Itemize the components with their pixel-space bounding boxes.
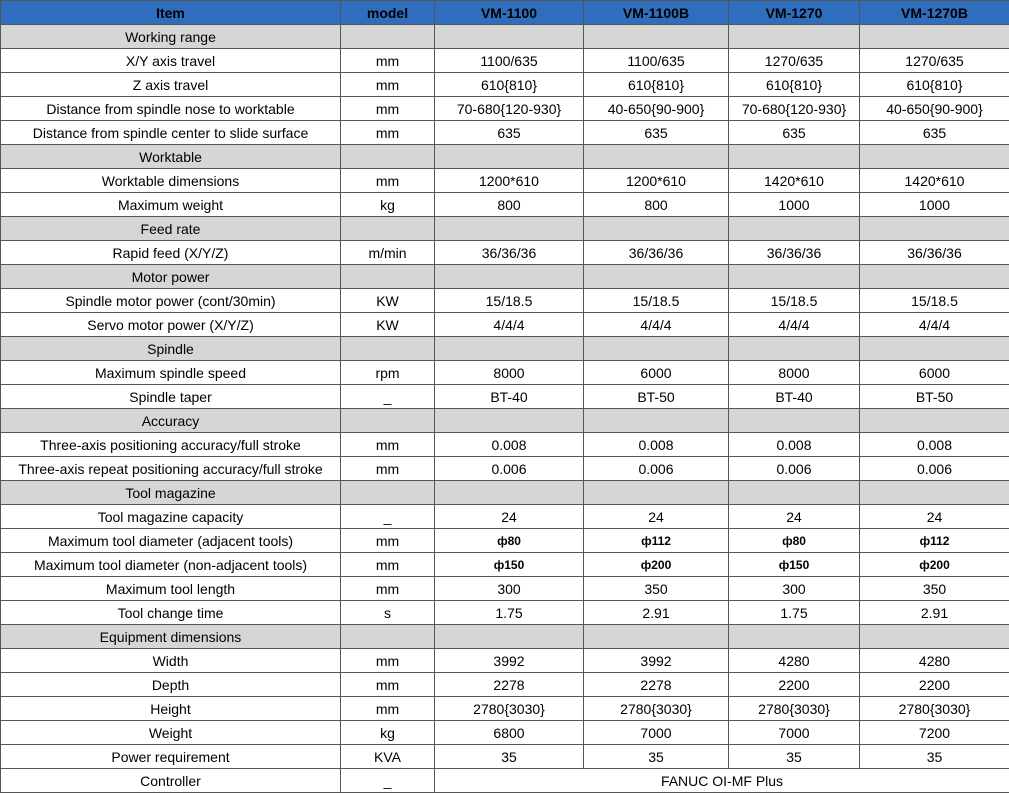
value-cell: 24	[584, 505, 729, 529]
value-cell: 8000	[435, 361, 584, 385]
value-cell: 350	[584, 577, 729, 601]
item-cell: Depth	[1, 673, 341, 697]
value-cell: 0.008	[729, 433, 860, 457]
value-cell: BT-50	[860, 385, 1009, 409]
item-cell: Distance from spindle center to slide surface	[1, 121, 341, 145]
value-cell: 0.006	[435, 457, 584, 481]
unit-cell: KVA	[341, 745, 435, 769]
value-cell: 300	[729, 577, 860, 601]
value-cell: 2278	[435, 673, 584, 697]
value-cell: 300	[435, 577, 584, 601]
empty-cell	[341, 145, 435, 169]
table-row	[1, 361, 1009, 385]
table-row	[1, 49, 1009, 73]
value-cell: 4/4/4	[729, 313, 860, 337]
empty-cell	[435, 625, 584, 649]
value-cell: 24	[435, 505, 584, 529]
item-cell: Z axis travel	[1, 73, 341, 97]
unit-cell: m/min	[341, 241, 435, 265]
value-cell: BT-50	[584, 385, 729, 409]
empty-cell	[729, 25, 860, 49]
item-cell: Rapid feed (X/Y/Z)	[1, 241, 341, 265]
value-cell: ф150	[435, 553, 584, 577]
value-cell: 3992	[435, 649, 584, 673]
table-body	[1, 25, 1009, 793]
value-cell: 4/4/4	[860, 313, 1009, 337]
table-row	[1, 529, 1009, 553]
table-row	[1, 505, 1009, 529]
unit-cell: _	[341, 505, 435, 529]
empty-cell	[341, 265, 435, 289]
unit-cell: kg	[341, 721, 435, 745]
section-label: Worktable	[1, 145, 341, 169]
value-cell: 2780{3030}	[729, 697, 860, 721]
header-row	[1, 1, 1009, 25]
unit-cell: mm	[341, 49, 435, 73]
unit-cell: kg	[341, 193, 435, 217]
table-row	[1, 457, 1009, 481]
empty-cell	[435, 265, 584, 289]
value-cell: ф150	[729, 553, 860, 577]
value-cell: 1000	[729, 193, 860, 217]
empty-cell	[729, 265, 860, 289]
unit-cell: mm	[341, 673, 435, 697]
value-cell: 70-680{120-930}	[435, 97, 584, 121]
item-cell: Spindle taper	[1, 385, 341, 409]
item-cell: Tool magazine capacity	[1, 505, 341, 529]
value-cell: BT-40	[729, 385, 860, 409]
empty-cell	[860, 625, 1009, 649]
value-cell: 6800	[435, 721, 584, 745]
value-cell: 635	[729, 121, 860, 145]
value-cell: 40-650{90-900}	[860, 97, 1009, 121]
header-model: model	[341, 1, 435, 25]
value-cell: ф80	[729, 529, 860, 553]
empty-cell	[860, 145, 1009, 169]
value-cell: 15/18.5	[860, 289, 1009, 313]
unit-cell: mm	[341, 433, 435, 457]
header-vm-1100b: VM-1100B	[584, 1, 729, 25]
value-cell: BT-40	[435, 385, 584, 409]
value-cell: 15/18.5	[435, 289, 584, 313]
value-cell: ф80	[435, 529, 584, 553]
item-cell: Maximum spindle speed	[1, 361, 341, 385]
value-cell: 1270/635	[729, 49, 860, 73]
value-cell: 1200*610	[435, 169, 584, 193]
item-cell: Distance from spindle nose to worktable	[1, 97, 341, 121]
unit-cell: _	[341, 385, 435, 409]
unit-cell: mm	[341, 553, 435, 577]
value-cell: 0.008	[860, 433, 1009, 457]
value-cell: 2780{3030}	[435, 697, 584, 721]
value-cell: 35	[435, 745, 584, 769]
value-cell: 7000	[729, 721, 860, 745]
value-cell: 635	[584, 121, 729, 145]
section-label: Working range	[1, 25, 341, 49]
value-cell: 610{810}	[860, 73, 1009, 97]
item-cell: Worktable dimensions	[1, 169, 341, 193]
empty-cell	[860, 265, 1009, 289]
empty-cell	[584, 337, 729, 361]
section-row	[1, 337, 1009, 361]
empty-cell	[860, 217, 1009, 241]
value-cell: 7200	[860, 721, 1009, 745]
value-cell: 0.006	[584, 457, 729, 481]
section-row	[1, 217, 1009, 241]
unit-cell: mm	[341, 121, 435, 145]
value-cell: 35	[584, 745, 729, 769]
section-label: Feed rate	[1, 217, 341, 241]
empty-cell	[435, 409, 584, 433]
value-cell: 2.91	[584, 601, 729, 625]
header-vm-1270b: VM-1270B	[860, 1, 1009, 25]
unit-cell: KW	[341, 313, 435, 337]
empty-cell	[584, 217, 729, 241]
value-cell: 2.91	[860, 601, 1009, 625]
item-cell: Power requirement	[1, 745, 341, 769]
section-row	[1, 25, 1009, 49]
value-cell: 800	[435, 193, 584, 217]
value-cell: ф112	[860, 529, 1009, 553]
table-row	[1, 313, 1009, 337]
empty-cell	[584, 625, 729, 649]
item-cell: Tool change time	[1, 601, 341, 625]
empty-cell	[860, 337, 1009, 361]
value-cell: 36/36/36	[584, 241, 729, 265]
table-header	[1, 1, 1009, 25]
value-cell: 4/4/4	[435, 313, 584, 337]
value-cell: 15/18.5	[729, 289, 860, 313]
value-cell: 35	[729, 745, 860, 769]
table-row	[1, 385, 1009, 409]
table-row	[1, 697, 1009, 721]
value-cell: 0.008	[584, 433, 729, 457]
empty-cell	[729, 145, 860, 169]
value-cell: 70-680{120-930}	[729, 97, 860, 121]
value-cell: 1420*610	[729, 169, 860, 193]
value-cell: 4280	[729, 649, 860, 673]
empty-cell	[860, 481, 1009, 505]
section-row	[1, 409, 1009, 433]
value-cell: 24	[860, 505, 1009, 529]
value-cell: 1270/635	[860, 49, 1009, 73]
value-cell: 36/36/36	[435, 241, 584, 265]
item-cell: Maximum tool diameter (adjacent tools)	[1, 529, 341, 553]
value-cell: 635	[435, 121, 584, 145]
table-row	[1, 193, 1009, 217]
value-cell: 24	[729, 505, 860, 529]
unit-cell: rpm	[341, 361, 435, 385]
section-label: Spindle	[1, 337, 341, 361]
header-vm-1270: VM-1270	[729, 1, 860, 25]
value-cell: 8000	[729, 361, 860, 385]
empty-cell	[435, 337, 584, 361]
empty-cell	[341, 625, 435, 649]
section-label: Tool magazine	[1, 481, 341, 505]
empty-cell	[860, 25, 1009, 49]
header-vm-1100: VM-1100	[435, 1, 584, 25]
empty-cell	[729, 481, 860, 505]
empty-cell	[435, 217, 584, 241]
merged-value-cell: FANUC OI-MF Plus	[435, 769, 1009, 793]
section-label: Motor power	[1, 265, 341, 289]
value-cell: ф112	[584, 529, 729, 553]
value-cell: 800	[584, 193, 729, 217]
table-row	[1, 721, 1009, 745]
empty-cell	[729, 217, 860, 241]
empty-cell	[584, 265, 729, 289]
table-row	[1, 73, 1009, 97]
value-cell: 1100/635	[435, 49, 584, 73]
unit-cell: mm	[341, 73, 435, 97]
value-cell: 635	[860, 121, 1009, 145]
value-cell: 610{810}	[584, 73, 729, 97]
value-cell: ф200	[860, 553, 1009, 577]
table-row	[1, 673, 1009, 697]
item-cell: Servo motor power (X/Y/Z)	[1, 313, 341, 337]
section-row	[1, 481, 1009, 505]
value-cell: 1420*610	[860, 169, 1009, 193]
empty-cell	[341, 25, 435, 49]
value-cell: 1.75	[435, 601, 584, 625]
empty-cell	[341, 409, 435, 433]
empty-cell	[860, 409, 1009, 433]
value-cell: 1100/635	[584, 49, 729, 73]
table-row	[1, 649, 1009, 673]
section-row	[1, 265, 1009, 289]
unit-cell: mm	[341, 649, 435, 673]
empty-cell	[729, 409, 860, 433]
table-row	[1, 601, 1009, 625]
item-cell: Weight	[1, 721, 341, 745]
item-cell: Spindle motor power (cont/30min)	[1, 289, 341, 313]
item-cell: Maximum weight	[1, 193, 341, 217]
value-cell: 3992	[584, 649, 729, 673]
table-row	[1, 169, 1009, 193]
value-cell: 36/36/36	[860, 241, 1009, 265]
value-cell: 2780{3030}	[584, 697, 729, 721]
unit-cell: mm	[341, 529, 435, 553]
value-cell: 1200*610	[584, 169, 729, 193]
empty-cell	[584, 481, 729, 505]
value-cell: 4280	[860, 649, 1009, 673]
table-row	[1, 241, 1009, 265]
unit-cell: mm	[341, 169, 435, 193]
value-cell: 610{810}	[729, 73, 860, 97]
value-cell: 0.006	[729, 457, 860, 481]
value-cell: 2780{3030}	[860, 697, 1009, 721]
table-row	[1, 553, 1009, 577]
unit-cell: s	[341, 601, 435, 625]
unit-cell: KW	[341, 289, 435, 313]
table-row	[1, 433, 1009, 457]
section-row	[1, 625, 1009, 649]
section-label: Equipment dimensions	[1, 625, 341, 649]
item-cell: Height	[1, 697, 341, 721]
value-cell: 350	[860, 577, 1009, 601]
empty-cell	[435, 25, 584, 49]
item-cell: Maximum tool length	[1, 577, 341, 601]
section-label: Accuracy	[1, 409, 341, 433]
section-row	[1, 145, 1009, 169]
empty-cell	[435, 481, 584, 505]
value-cell: 0.008	[435, 433, 584, 457]
empty-cell	[729, 625, 860, 649]
value-cell: 6000	[584, 361, 729, 385]
value-cell: 2200	[860, 673, 1009, 697]
empty-cell	[729, 337, 860, 361]
header-item: Item	[1, 1, 341, 25]
table-row	[1, 121, 1009, 145]
empty-cell	[435, 145, 584, 169]
value-cell: 1000	[860, 193, 1009, 217]
unit-cell: mm	[341, 697, 435, 721]
item-cell: Three-axis repeat positioning accuracy/full stroke	[1, 457, 341, 481]
table-row	[1, 745, 1009, 769]
value-cell: 2200	[729, 673, 860, 697]
value-cell: 36/36/36	[729, 241, 860, 265]
value-cell: 7000	[584, 721, 729, 745]
item-cell: Maximum tool diameter (non-adjacent tools)	[1, 553, 341, 577]
table-row	[1, 97, 1009, 121]
item-cell: X/Y axis travel	[1, 49, 341, 73]
value-cell: 2278	[584, 673, 729, 697]
empty-cell	[341, 337, 435, 361]
unit-cell: mm	[341, 577, 435, 601]
value-cell: 35	[860, 745, 1009, 769]
value-cell: 6000	[860, 361, 1009, 385]
unit-cell: mm	[341, 457, 435, 481]
unit-cell: _	[341, 769, 435, 793]
value-cell: 610{810}	[435, 73, 584, 97]
empty-cell	[341, 481, 435, 505]
table-row	[1, 289, 1009, 313]
value-cell: 15/18.5	[584, 289, 729, 313]
value-cell: 1.75	[729, 601, 860, 625]
item-cell: Width	[1, 649, 341, 673]
empty-cell	[584, 25, 729, 49]
item-cell: Three-axis positioning accuracy/full stroke	[1, 433, 341, 457]
value-cell: ф200	[584, 553, 729, 577]
table-row	[1, 769, 1009, 793]
item-cell: Controller	[1, 769, 341, 793]
value-cell: 4/4/4	[584, 313, 729, 337]
value-cell: 0.006	[860, 457, 1009, 481]
empty-cell	[584, 409, 729, 433]
unit-cell: mm	[341, 97, 435, 121]
value-cell: 40-650{90-900}	[584, 97, 729, 121]
empty-cell	[341, 217, 435, 241]
table-row	[1, 577, 1009, 601]
empty-cell	[584, 145, 729, 169]
